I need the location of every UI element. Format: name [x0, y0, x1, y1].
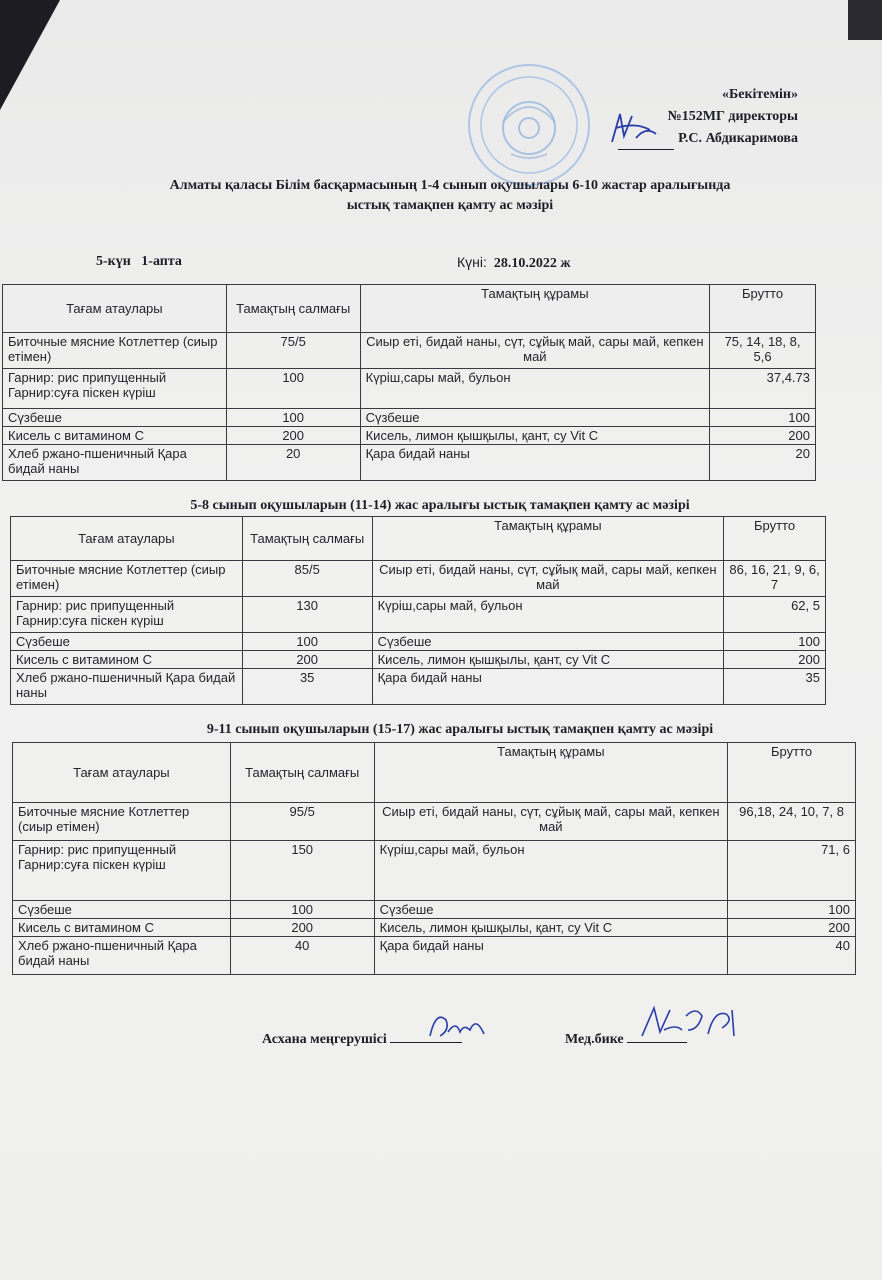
col-header-name: Тағам атаулары — [3, 285, 227, 333]
dish-ingredients: Қара бидай наны — [372, 669, 723, 705]
photo-corner-shadow — [0, 0, 60, 110]
table-row — [3, 333, 816, 369]
dish-name: Сүзбеше — [13, 901, 231, 919]
dish-ingredients: Сиыр еті, бидай наны, сүт, сұйық май, сары май, кепкен май — [374, 803, 727, 841]
col-header-name: Тағам атаулары — [13, 743, 231, 803]
approval-line-1: «Бекітемін» — [721, 87, 798, 102]
dish-brutto: 100 — [728, 901, 856, 919]
dish-name: Гарнир: рис припущенный Гарнир:суға піскен күріш — [3, 369, 227, 409]
dish-ingredients: Күріш,сары май, бульон — [372, 597, 723, 633]
table-row — [13, 919, 856, 937]
table-row — [11, 651, 826, 669]
dish-weight: 200 — [226, 427, 360, 445]
dish-brutto: 75, 14, 18, 8, 5,6 — [710, 333, 816, 369]
menu-table-3 — [12, 742, 856, 975]
col-header-ingredients: Тамақтың құрамы — [374, 743, 727, 803]
dish-brutto: 40 — [728, 937, 856, 975]
title-line-2: ыстық тамақпен қамту ас мәзірі — [346, 198, 554, 213]
dish-brutto: 62, 5 — [724, 597, 826, 633]
dish-weight: 100 — [226, 409, 360, 427]
dish-ingredients: Кисель, лимон қышқылы, қант, су Vit C — [374, 919, 727, 937]
dish-weight: 35 — [242, 669, 372, 705]
table-row — [13, 901, 856, 919]
menu-table-1 — [2, 284, 816, 481]
kitchen-signature-icon — [426, 1006, 490, 1044]
photo-corner-shadow-right — [848, 0, 882, 40]
dish-name: Кисель с витамином С — [3, 427, 227, 445]
table-row — [3, 409, 816, 427]
menu-table-2 — [10, 516, 826, 705]
table-row — [11, 561, 826, 597]
dish-ingredients: Сүзбеше — [360, 409, 709, 427]
dish-ingredients: Қара бидай наны — [360, 445, 709, 481]
dish-weight: 200 — [242, 651, 372, 669]
dish-name: Кисель с витамином С — [13, 919, 231, 937]
day-number: 5-күн — [96, 254, 131, 269]
dish-brutto: 96,18, 24, 10, 7, 8 — [728, 803, 856, 841]
table-row — [11, 597, 826, 633]
col-header-weight: Тамақтың салмағы — [242, 517, 372, 561]
section-heading-3: 9-11 сынып оқушыларын (15-17) жас аралығы ыстық тамақпен қамту ас мәзірі — [206, 722, 714, 737]
dish-name: Биточные мясние Котлеттер (сиыр етімен) — [13, 803, 231, 841]
dish-name: Биточные мясние Котлеттер (сиыр етімен) — [3, 333, 227, 369]
dish-ingredients: Сиыр еті, бидай наны, сүт, сұйық май, сары май, кепкен май — [360, 333, 709, 369]
dish-ingredients: Қара бидай наны — [374, 937, 727, 975]
dish-ingredients: Кисель, лимон қышқылы, қант, су Vit C — [372, 651, 723, 669]
dish-name: Хлеб ржано-пшеничный Қара бидай наны — [13, 937, 231, 975]
dish-name: Сүзбеше — [3, 409, 227, 427]
table-header-row — [13, 743, 856, 803]
col-header-brutto: Брутто — [710, 285, 816, 333]
col-header-brutto: Брутто — [728, 743, 856, 803]
table-header-row — [11, 517, 826, 561]
col-header-brutto: Брутто — [724, 517, 826, 561]
nurse-signature-icon — [636, 1000, 740, 1046]
dish-brutto: 200 — [724, 651, 826, 669]
dish-name: Гарнир: рис припущенный Гарнир:суға піскен күріш — [13, 841, 231, 901]
table-header-row — [3, 285, 816, 333]
table-row — [3, 369, 816, 409]
date-label: Күні: — [457, 254, 487, 270]
dish-ingredients: Сүзбеше — [374, 901, 727, 919]
dish-name: Хлеб ржано-пшеничный Қара бидай наны — [3, 445, 227, 481]
table-row — [13, 937, 856, 975]
table-row — [13, 841, 856, 901]
dish-brutto: 35 — [724, 669, 826, 705]
dish-weight: 20 — [226, 445, 360, 481]
dish-name: Гарнир: рис припущенный Гарнир:суға піскен күріш — [11, 597, 243, 633]
dish-brutto: 20 — [710, 445, 816, 481]
dish-weight: 200 — [230, 919, 374, 937]
kitchen-head-label: Асхана меңгерушісі — [262, 1032, 387, 1047]
dish-weight: 95/5 — [230, 803, 374, 841]
nurse-label: Мед.бике — [565, 1032, 624, 1047]
dish-name: Хлеб ржано-пшеничный Қара бидай наны — [11, 669, 243, 705]
dish-weight: 100 — [226, 369, 360, 409]
col-header-name: Тағам атаулары — [11, 517, 243, 561]
table-row — [3, 445, 816, 481]
dish-brutto: 37,4.73 — [710, 369, 816, 409]
col-header-ingredients: Тамақтың құрамы — [372, 517, 723, 561]
col-header-weight: Тамақтың салмағы — [226, 285, 360, 333]
date-value: 28.10.2022 ж — [493, 256, 571, 271]
table-row — [11, 669, 826, 705]
dish-weight: 150 — [230, 841, 374, 901]
week-number: 1-апта — [141, 254, 182, 269]
approval-line-3: Р.С. Абдикаримова — [678, 131, 798, 146]
dish-name: Биточные мясние Котлеттер (сиыр етімен) — [11, 561, 243, 597]
table-row — [11, 633, 826, 651]
dish-ingredients: Сиыр еті, бидай наны, сүт, сұйық май, сары май, кепкен май — [372, 561, 723, 597]
dish-weight: 100 — [242, 633, 372, 651]
dish-brutto: 71, 6 — [728, 841, 856, 901]
signature-line — [618, 133, 674, 150]
approval-line-2: №152МГ директоры — [667, 109, 798, 124]
dish-name: Сүзбеше — [11, 633, 243, 651]
dish-brutto: 100 — [724, 633, 826, 651]
page-title — [100, 176, 800, 216]
table-row — [13, 803, 856, 841]
dish-weight: 130 — [242, 597, 372, 633]
table-row — [3, 427, 816, 445]
day-label — [96, 254, 182, 270]
dish-brutto: 100 — [710, 409, 816, 427]
col-header-ingredients: Тамақтың құрамы — [360, 285, 709, 333]
section-heading-2: 5-8 сынып оқушыларын (11-14) жас аралығы ыстық тамақпен қамту ас мәзірі — [190, 498, 690, 513]
approval-block — [618, 84, 798, 150]
title-line-1: Алматы қаласы Білім басқармасының 1-4 сынып оқушылары 6-10 жастар аралығында — [169, 178, 731, 193]
dish-brutto: 200 — [710, 427, 816, 445]
dish-ingredients: Кисель, лимон қышқылы, қант, су Vit C — [360, 427, 709, 445]
dish-ingredients: Күріш,сары май, бульон — [360, 369, 709, 409]
dish-weight: 75/5 — [226, 333, 360, 369]
dish-brutto: 200 — [728, 919, 856, 937]
dish-weight: 40 — [230, 937, 374, 975]
col-header-weight: Тамақтың салмағы — [230, 743, 374, 803]
dish-name: Кисель с витамином С — [11, 651, 243, 669]
dish-weight: 100 — [230, 901, 374, 919]
dish-ingredients: Сүзбеше — [372, 633, 723, 651]
date-block — [457, 254, 571, 272]
dish-weight: 85/5 — [242, 561, 372, 597]
official-seal-icon — [466, 62, 592, 188]
dish-ingredients: Күріш,сары май, бульон — [374, 841, 727, 901]
dish-brutto: 86, 16, 21, 9, 6, 7 — [724, 561, 826, 597]
